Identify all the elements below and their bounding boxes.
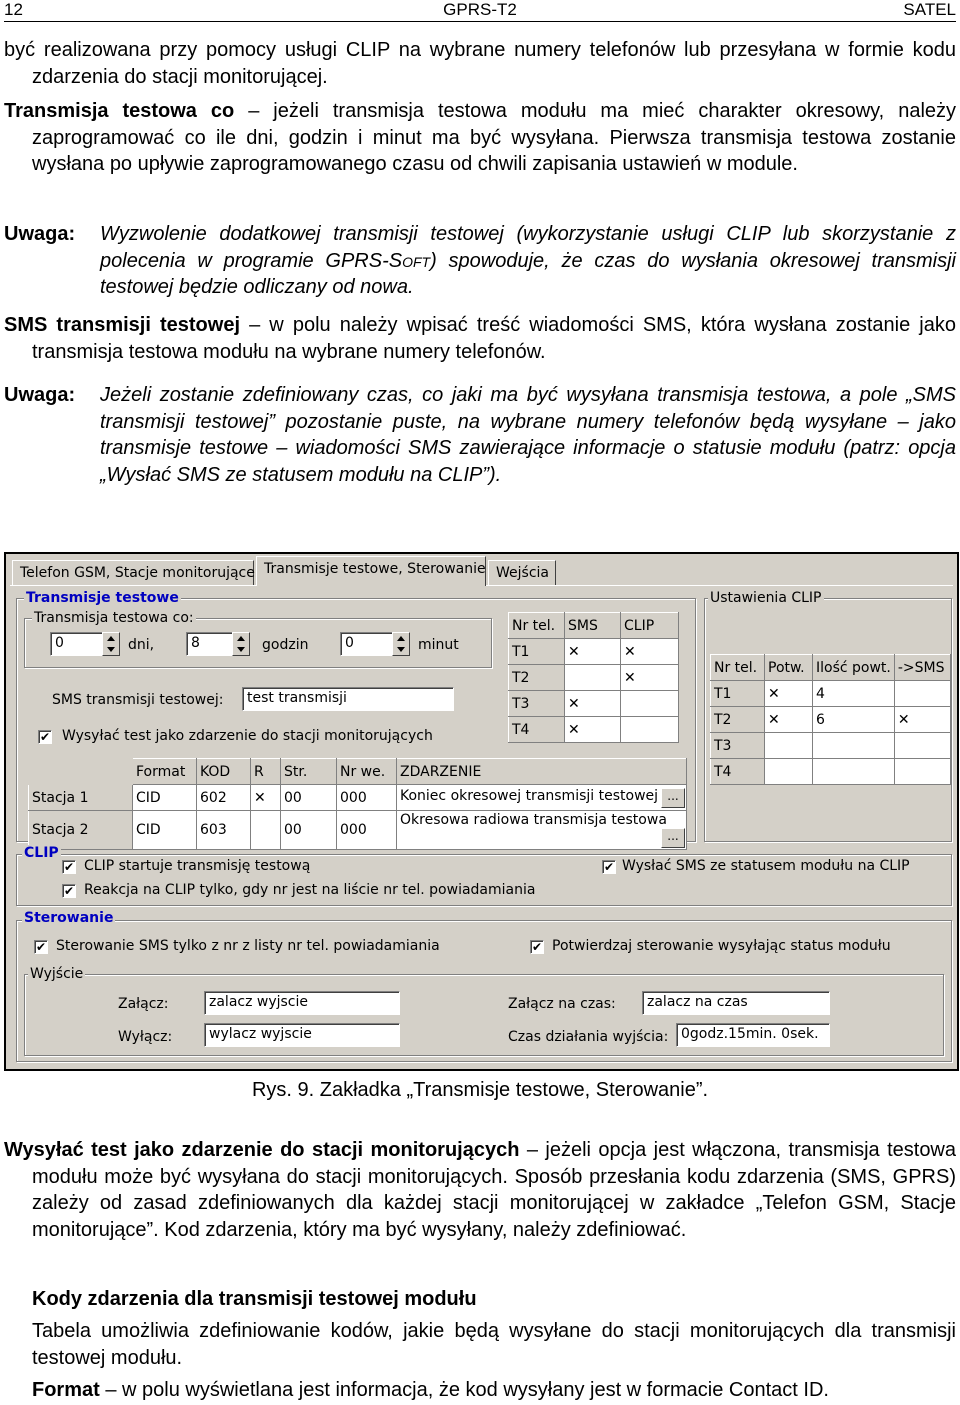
confirm-control-label: Potwierdzaj sterowanie wysyłając status modułu	[552, 938, 891, 954]
table-header-row: Nr tel. SMS CLIP	[509, 613, 679, 639]
hours-input[interactable]: 8	[186, 632, 250, 656]
table-row: T4	[711, 759, 951, 785]
output-on-time-label: Załącz na czas:	[508, 996, 616, 1012]
table-row: T3 ✕	[509, 691, 679, 717]
send-test-label: Wysyłać test jako zdarzenie do stacji monitorujących	[62, 728, 433, 744]
note-1: Uwaga: Wyzwolenie dodatkowej transmisji testowej (wykorzystanie usługi CLIP lub skorzystanie z polecenia w programie GPRS-Soft) spowoduje, że czas do wysłania okresowej transmisji testowej będzie odliczany od nowa.	[4, 223, 956, 298]
minutes-input[interactable]: 0	[340, 632, 410, 656]
clip-settings-group-title: Ustawienia CLIP	[710, 590, 822, 606]
page-header	[4, 0, 956, 22]
table-header-row: Nr tel. Potw. Ilość powt. ->SMS	[711, 655, 951, 681]
table-row: T1 ✕ 4	[711, 681, 951, 707]
paragraph-continuation: być realizowana przy pomocy usługi CLIP na wybrane numery telefonów lub przesyłana w formie kodu zdarzenia do stacji monitorującej.	[4, 39, 956, 88]
sms-test-label: SMS transmisji testowej:	[52, 692, 224, 708]
paragraph-format: Format – w polu wyświetlana jest informacja, że kod wysyłany jest w formacie Contact ID.	[32, 1379, 829, 1401]
page-number: 12	[4, 0, 23, 19]
figure-caption: Rys. 9. Zakładka „Transmisje testowe, Sterowanie”.	[251, 1079, 709, 1101]
clip-status-sms-label: Wysłać SMS ze statusem modułu na CLIP	[622, 858, 910, 874]
paragraph-send-test: Wysyłać test jako zdarzenie do stacji monitorujących – jeżeli opcja jest włączona, transmisja testowa modułu może być wysyłana do stacji monitorujących. Sposób przesłania kodu zdarzenia (SMS, GPRS) zależy od zasad zdefiniowanych dla każdej stacji monitorującej w zakładce „Telefon GSM, Stacje monitorujące”. Kod zdarzenia, który ma być wysyłany, należy zdefiniować.	[4, 1139, 957, 1241]
events-table	[28, 758, 687, 850]
output-on-label: Załącz:	[118, 996, 169, 1012]
table-row: T2 ✕ 6 ✕	[711, 707, 951, 733]
period-group-title: Transmisja testowa co:	[34, 610, 194, 626]
hours-spinner[interactable]	[232, 632, 250, 656]
clip-only-listed-label: Reakcja na CLIP tylko, gdy nr jest na liście nr tel. powiadamiania	[84, 882, 536, 898]
note-2: Uwaga: Jeżeli zostanie zdefiniowany czas, co jaki ma być wysyłana transmisja testowa, a pole „SMS transmisji testowej” pozostanie puste, na wybrane numery telefonów będą wysyłane – jako transmisje testowe – wiadomości SMS zawierające informacje o statusie modułu (patrz: opcja „Wysłać SMS ze statusem modułu na CLIP”).	[4, 384, 956, 486]
sms-control-listed-checkbox[interactable]: ✔	[35, 940, 47, 954]
paragraph-test-period: Transmisja testowa co – jeżeli transmisja testowa modułu ma mieć charakter okresowy, należy zaprogramować co ile dni, godzin i minut ma być wysyłana. Pierwsza transmisja testowa zostanie wysłana po upływie zaprogramowanego czasu od chwili zapisania ustawień w module.	[4, 100, 957, 175]
minutes-spinner[interactable]	[392, 632, 410, 656]
output-group-title: Wyjście	[30, 966, 84, 982]
paragraph-sms-test: SMS transmisji testowej – w polu należy wpisać treść wiadomości SMS, która wysłana zostanie jako transmisja testowa modułu na wybrane numery telefonów.	[4, 314, 956, 363]
table-row: T1 ✕ ✕	[509, 639, 679, 665]
output-on-time-input[interactable]: zalacz na czas	[642, 991, 830, 1015]
sms-control-listed-label: Sterowanie SMS tylko z nr z listy nr tel. powiadamiania	[56, 938, 440, 954]
table-header-row: Format KOD R Str. Nr we. ZDARZENIE	[29, 759, 687, 785]
test-transmission-group-title: Transmisje testowe	[26, 590, 179, 606]
note-label: Uwaga:	[4, 223, 76, 245]
phones-table	[508, 612, 679, 743]
table-row: Stacja 2 CID 603 00 000 Okresowa radiowa transmisja testowa ...	[29, 811, 687, 850]
clip-table	[710, 654, 951, 785]
table-row: T3	[711, 733, 951, 759]
brand-name: SATEL	[903, 0, 956, 19]
confirm-control-checkbox[interactable]: ✔	[531, 940, 543, 954]
days-spinner[interactable]	[102, 632, 120, 656]
output-off-label: Wyłącz:	[118, 1029, 173, 1045]
table-row: T2 ✕	[509, 665, 679, 691]
control-group-title: Sterowanie	[24, 910, 114, 926]
days-input[interactable]: 0	[50, 632, 120, 656]
clip-group-title: CLIP	[24, 845, 59, 861]
hours-label: godzin	[262, 637, 309, 653]
minutes-label: minut	[418, 637, 459, 653]
event-picker-button[interactable]: ...	[661, 788, 685, 808]
note-label: Uwaga:	[4, 384, 76, 406]
clip-start-test-checkbox[interactable]: ✔	[63, 860, 75, 874]
output-duration-label: Czas działania wyjścia:	[508, 1029, 669, 1045]
tab-test-transmissions[interactable]: Transmisje testowe, Sterowanie	[256, 556, 486, 586]
event-picker-button[interactable]: ...	[661, 828, 685, 848]
tab-inputs[interactable]: Wejścia	[488, 560, 556, 586]
settings-dialog-screenshot	[4, 552, 959, 1071]
manual-title: GPRS-T2	[443, 0, 517, 19]
sms-test-input[interactable]: test transmisji	[242, 687, 454, 711]
clip-status-sms-checkbox[interactable]: ✔	[603, 860, 615, 874]
clip-start-test-label: CLIP startuje transmisję testową	[84, 858, 311, 874]
output-on-input[interactable]: zalacz wyjscie	[204, 991, 400, 1015]
days-label: dni,	[128, 637, 155, 653]
output-off-input[interactable]: wylacz wyjscie	[204, 1023, 400, 1047]
tab-gsm-stations[interactable]: Telefon GSM, Stacje monitorujące	[12, 560, 254, 586]
paragraph-codes-table: Tabela umożliwia zdefiniowanie kodów, jakie będą wysyłane do stacji monitorujących dla transmisji testowej modułu.	[32, 1320, 956, 1369]
table-row: Stacja 1 CID 602 ✕ 00 000 Koniec okresowej transmisji testowej ...	[29, 785, 687, 811]
table-row: T4 ✕	[509, 717, 679, 743]
clip-only-listed-checkbox[interactable]: ✔	[63, 884, 75, 898]
output-duration-input[interactable]: 0godz.15min. 0sek.	[676, 1023, 830, 1047]
section-heading: Kody zdarzenia dla transmisji testowej modułu	[32, 1288, 477, 1310]
send-test-checkbox[interactable]: ✔	[39, 730, 51, 744]
